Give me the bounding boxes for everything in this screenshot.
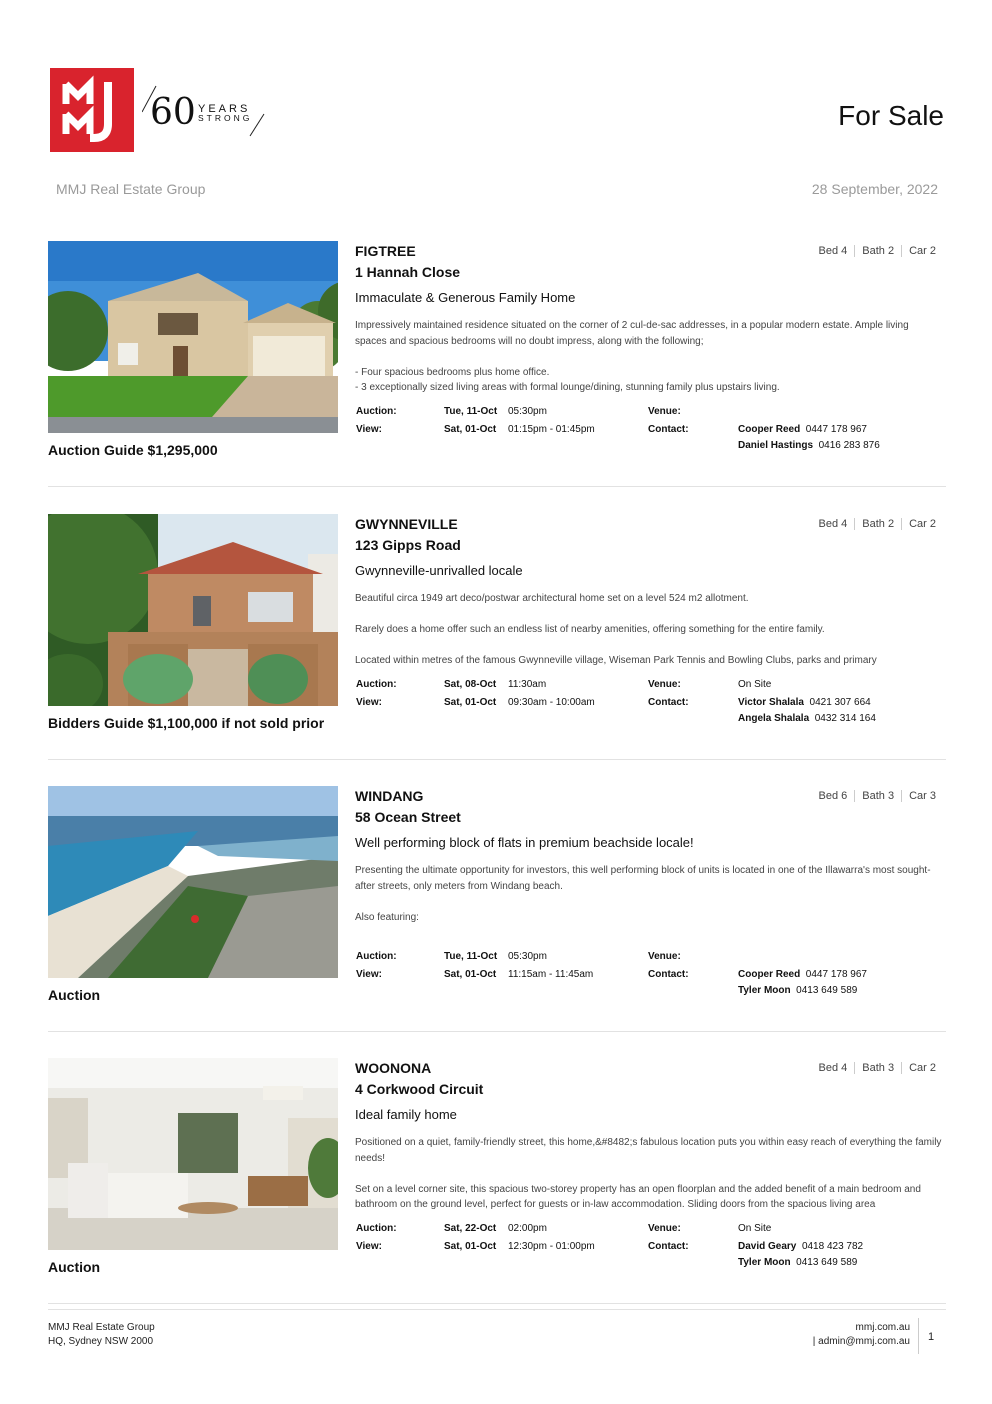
price-guide: Auction Guide $1,295,000 — [48, 442, 218, 458]
agent-phone: 0413 649 589 — [796, 985, 858, 996]
auction-label: Auction: — [356, 951, 397, 962]
auction-date: Tue, 11-Oct — [444, 951, 498, 962]
view-time: 11:15am - 11:45am — [508, 969, 594, 980]
venue: On Site — [738, 679, 772, 690]
years-number: 60 — [150, 92, 196, 133]
car-count: Car 3 — [901, 790, 936, 802]
venue-label: Venue: — [648, 406, 681, 417]
listing-headline: Ideal family home — [355, 1107, 457, 1122]
listing-description: Presenting the ultimate opportunity for investors, this well performing block of units is located in one of the Illawarra's most sought-after streets, only meters from Windang beach. Also featuring: — [355, 865, 931, 923]
listing-card — [48, 241, 946, 491]
agent-name: Victor Shalala — [738, 697, 804, 708]
contact-label: Contact: — [648, 969, 689, 980]
agent-name: Tyler Moon — [738, 985, 791, 996]
suburb: WOONONA — [355, 1060, 432, 1076]
suburb: WINDANG — [355, 788, 424, 804]
agent-phone: 0418 423 782 — [801, 1241, 864, 1252]
agent-contact[interactable] — [738, 1257, 857, 1268]
property-photo[interactable] — [48, 1058, 338, 1250]
mmj-logo-mark — [50, 68, 134, 152]
agent-name: Cooper Reed — [738, 969, 801, 980]
auction-time: 11:30am — [508, 679, 547, 690]
agent-name: Daniel Hastings — [738, 440, 814, 451]
view-date: Sat, 01-Oct — [444, 424, 497, 435]
view-time: 12:30pm - 01:00pm — [508, 1241, 595, 1252]
listing-headline: Gwynneville-unrivalled locale — [355, 563, 523, 578]
page-title: For Sale — [838, 100, 944, 131]
property-photo[interactable] — [48, 241, 338, 433]
footer-company-name: MMJ Real Estate Group — [48, 1322, 155, 1333]
footer-contact — [813, 1321, 910, 1349]
agent-contact[interactable] — [738, 1241, 863, 1252]
divider — [48, 1303, 946, 1304]
document-date: 28 September, 2022 — [811, 181, 938, 197]
footer-website[interactable]: mmj.com.au — [855, 1322, 910, 1333]
agent-contact[interactable] — [738, 697, 871, 708]
agent-contact[interactable] — [738, 713, 876, 724]
agent-name: Angela Shalala — [738, 713, 810, 724]
view-label: View: — [356, 1241, 382, 1252]
suburb: GWYNNEVILLE — [355, 516, 458, 532]
agent-contact[interactable] — [738, 985, 857, 996]
listing-description: Positioned on a quiet, family-friendly street, this home,&#8482;s fabulous location puts you within easy reach of everything the family needs! Set on a level corner site, this spacious two-storey property has an open floorplan and the added benefit of a main bedroom and bathroom on the ground level, perfect for guests or in-law accommodation. Sliding doors from the spacious living area — [355, 1137, 942, 1211]
agency-name: MMJ Real Estate Group — [56, 181, 206, 197]
footer-email[interactable]: | admin@mmj.com.au — [812, 1336, 910, 1347]
venue: On Site — [738, 1223, 772, 1234]
strong-word: STRONG — [198, 113, 253, 123]
auction-date: Sat, 22-Oct — [444, 1223, 497, 1234]
auction-date: Tue, 11-Oct — [444, 406, 498, 417]
price-guide: Auction — [48, 987, 101, 1003]
agent-contact[interactable] — [738, 424, 867, 435]
bath-count: Bath 3 — [854, 790, 901, 802]
listing-description: Beautiful circa 1949 art deco/postwar architectural home set on a level 524 m2 allotment. Rarely does a home offer such an endless list of nearby amenities, offering something for the entire family. Located within metres of the famous Gwynneville village, Wiseman Park Tennis and Bowling Clubs, parks and primary — [355, 593, 877, 667]
street-address[interactable]: 4 Corkwood Circuit — [355, 1081, 484, 1097]
agent-phone: 0432 314 164 — [814, 713, 876, 724]
auction-label: Auction: — [356, 406, 397, 417]
agent-name: Cooper Reed — [738, 424, 801, 435]
bath-count: Bath 2 — [854, 518, 901, 530]
auction-label: Auction: — [356, 1223, 397, 1234]
bath-count: Bath 2 — [854, 245, 901, 257]
car-count: Car 2 — [901, 245, 936, 257]
view-time: 09:30am - 10:00am — [508, 697, 595, 708]
car-count: Car 2 — [901, 518, 936, 530]
bed-count: Bed 4 — [818, 245, 848, 257]
property-specs — [812, 245, 936, 257]
view-label: View: — [356, 424, 382, 435]
divider — [48, 1031, 946, 1032]
view-time: 01:15pm - 01:45pm — [508, 424, 595, 435]
agent-name: Tyler Moon — [738, 1257, 791, 1268]
street-address[interactable]: 58 Ocean Street — [355, 809, 461, 825]
suburb: FIGTREE — [355, 243, 416, 259]
contact-label: Contact: — [648, 424, 689, 435]
view-label: View: — [356, 969, 382, 980]
price-guide: Bidders Guide $1,100,000 if not sold prior — [48, 715, 325, 731]
view-date: Sat, 01-Oct — [444, 697, 497, 708]
auction-time: 02:00pm — [508, 1223, 547, 1234]
listing-description: Impressively maintained residence situated on the corner of 2 cul-de-sac addresses, in a popular modern estate. Ample living spaces and spacious bedrooms will no doubt impress, along with the following; - Four spacious bedrooms plus home office. - 3 exceptionally sized living areas with formal lounge/dining, stunning family plus upstairs living. — [355, 320, 909, 394]
auction-time: 05:30pm — [508, 951, 547, 962]
car-count: Car 2 — [901, 1062, 936, 1074]
auction-date: Sat, 08-Oct — [444, 679, 497, 690]
agent-phone: 0413 649 589 — [796, 1257, 858, 1268]
agent-name: David Geary — [738, 1241, 797, 1252]
venue-label: Venue: — [648, 1223, 681, 1234]
sixty-years-strong-badge — [142, 82, 268, 145]
bed-count: Bed 6 — [818, 790, 848, 802]
venue-label: Venue: — [648, 679, 681, 690]
footer-vertical-divider — [918, 1318, 919, 1354]
view-label: View: — [356, 697, 382, 708]
agent-phone: 0447 178 967 — [805, 969, 867, 980]
listing-headline: Immaculate & Generous Family Home — [355, 290, 576, 305]
contact-label: Contact: — [648, 697, 689, 708]
street-address[interactable]: 1 Hannah Close — [355, 264, 461, 280]
footer-company — [48, 1321, 155, 1349]
listing-card — [48, 786, 946, 1036]
bath-count: Bath 3 — [854, 1062, 901, 1074]
venue-label: Venue: — [648, 951, 681, 962]
property-specs — [812, 790, 936, 802]
price-guide: Auction — [48, 1259, 101, 1275]
property-photo[interactable] — [48, 786, 338, 978]
auction-time: 05:30pm — [508, 406, 547, 417]
street-address[interactable]: 123 Gipps Road — [355, 537, 461, 553]
view-date: Sat, 01-Oct — [444, 1241, 497, 1252]
bed-count: Bed 4 — [818, 1062, 848, 1074]
property-specs — [812, 518, 936, 530]
years-word: YEARS — [198, 103, 251, 115]
divider — [48, 486, 946, 487]
property-photo[interactable] — [48, 514, 338, 706]
listing-card — [48, 1058, 946, 1308]
auction-label: Auction: — [356, 679, 397, 690]
agent-phone: 0447 178 967 — [805, 424, 867, 435]
agent-phone: 0416 283 876 — [818, 440, 880, 451]
footer-address: HQ, Sydney NSW 2000 — [48, 1336, 154, 1347]
agent-contact[interactable] — [738, 440, 880, 451]
listing-headline: Well performing block of flats in premium beachside locale! — [355, 835, 694, 850]
agent-phone: 0421 307 664 — [809, 697, 871, 708]
agent-contact[interactable] — [738, 969, 867, 980]
footer-divider — [48, 1309, 946, 1310]
page-number: 1 — [928, 1331, 935, 1343]
bed-count: Bed 4 — [818, 518, 848, 530]
contact-label: Contact: — [648, 1241, 689, 1252]
divider — [48, 759, 946, 760]
mmj-logo — [50, 68, 134, 152]
listing-card — [48, 514, 946, 764]
property-specs — [812, 1062, 936, 1074]
view-date: Sat, 01-Oct — [444, 969, 497, 980]
